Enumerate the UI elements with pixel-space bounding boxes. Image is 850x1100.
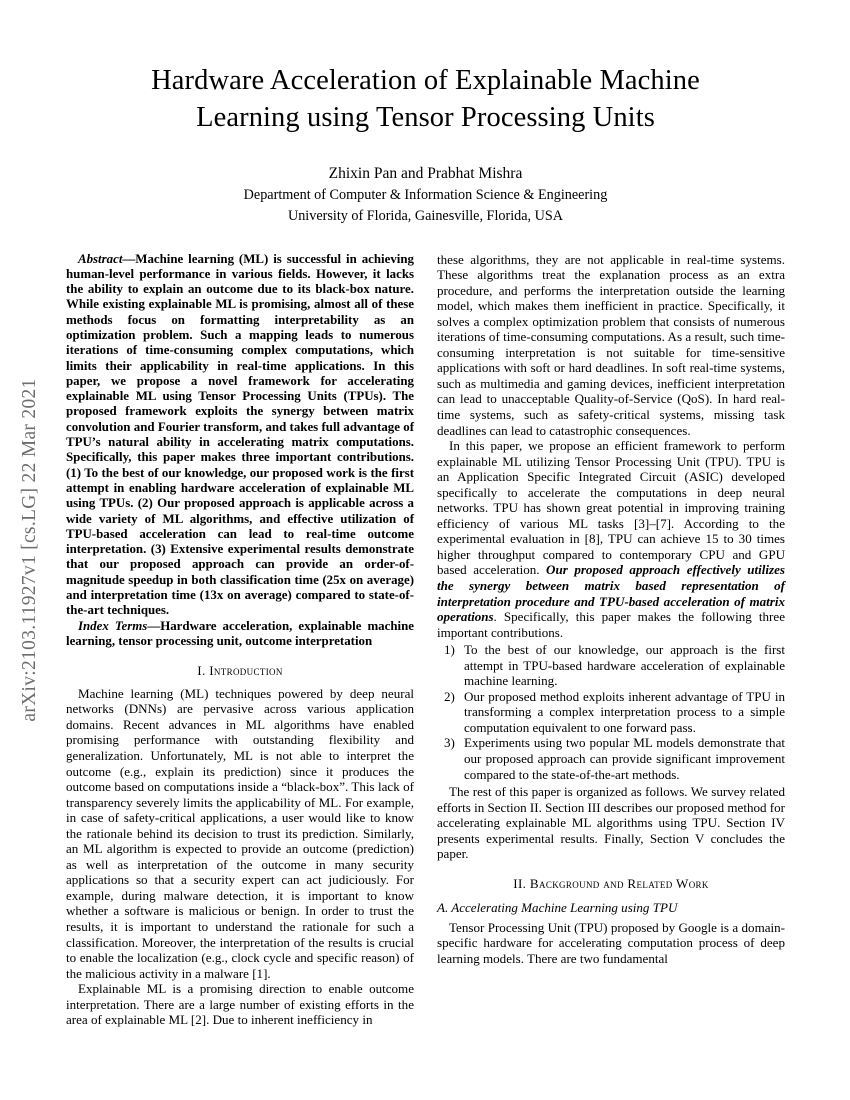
- abstract-label: Abstract: [78, 251, 123, 266]
- intro-p4-emphasis: Our proposed approach effectively utilizes the synergy between matrix based representation of interpretation procedure and TPU-based acceleration of matrix operations: [437, 562, 785, 625]
- list-item: Our proposed method exploits inherent advantage of TPU in transforming a complex interpretation process to a simple computation equivalent to one forward pass.: [464, 688, 785, 735]
- abstract-paragraph: [66, 252, 414, 619]
- page-title: [106, 62, 746, 136]
- abstract-section: [66, 252, 414, 650]
- author-names: Zhixin Pan and Prabhat Mishra: [328, 165, 523, 182]
- two-column-body: [66, 252, 785, 1028]
- author-block: [66, 163, 785, 228]
- index-terms-paragraph: [66, 619, 414, 650]
- author-university: University of Florida, Gainesville, Florida, USA: [287, 208, 564, 224]
- title-line-2: Learning using Tensor Processing Units: [196, 102, 655, 133]
- contribution-list: [437, 642, 785, 782]
- column-right: [437, 252, 785, 967]
- paper-page: [66, 0, 785, 1100]
- intro-paragraph-1: Machine learning (ML) techniques powered by deep neural networks (DNNs) are pervasive across various application domains. Recent advances in ML algorithms have enabled promising performance with outstanding flexibility and generalization. Unfortunately, ML is not able to interpret the outcome (e.g., explain its prediction) since it produces the outcome based on computations inside a “black-box”. This lack of transparency severely limits the applicability of ML. For example, in case of safety-critical applications, a user would like to know the rationale behind its decision to trust its prediction. Similarly, an ML algorithm is expected to provide an outcome (prediction) as well as interpretation of the outcome in many security applications so that a security expert can act judiciously. For example, during malware detection, it is important to know whether a software is malicious or benign. In order to trust the results, it is important to understand the rationale for such a classification. Moreover, the interpretation of the results is crucial to enable the localization (e.g., clock cycle and specific reason) of the malicious activity in a malware [1].: [66, 685, 414, 981]
- column-left: [66, 252, 414, 1028]
- intro-paragraph-4: [437, 438, 785, 640]
- intro-p4-text-a: In this paper, we propose an efficient framework to perform explainable ML utilizing Tensor Processing Unit (TPU). TPU is an Application Specific Integrated Circuit (ASIC) developed specifically to accelerate the computations in deep neural networks. TPU has shown great potential in improving training efficiency of various ML tasks [3]–[7]. According to the experimental evaluation in [8], TPU can achieve 15 to 30 times higher throughput compared to contemporary CPU and GPU based acceleration.: [437, 438, 785, 578]
- title-block: [66, 0, 785, 228]
- intro-paragraph-2: Explainable ML is a promising direction to enable outcome interpretation. There are a large number of existing efforts in the area of explainable ML [2]. Due to inherent inefficiency in: [66, 981, 414, 1028]
- list-item: To the best of our knowledge, our approach is the first attempt in TPU-based hardware acceleration of explainable machine learning.: [464, 642, 785, 689]
- arxiv-stamp-text: arXiv:2103.11927v1 [cs.LG] 22 Mar 2021: [19, 378, 40, 722]
- title-line-1: Hardware Acceleration of Explainable Machine: [151, 65, 700, 96]
- intro-p4-text-b: . Specifically, this paper makes the following three important contributions.: [437, 609, 785, 640]
- arxiv-stamp: [0, 0, 60, 1100]
- background-paragraph-1: Tensor Processing Unit (TPU) proposed by Google is a domain-specific hardware for accelerating computation process of deep learning models. There are two fundamental: [437, 919, 785, 967]
- index-terms-label: Index Terms: [78, 618, 148, 633]
- author-department: Department of Computer & Information Science & Engineering: [243, 186, 608, 203]
- index-terms-dash: —: [147, 618, 161, 633]
- abstract-dash: —: [122, 251, 136, 266]
- intro-paragraph-5: The rest of this paper is organized as follows. We survey related efforts in Section II. Section III describes our proposed method for accelerating explainable ML algorithms using TPU. Section IV presents experimental results. Finally, Section V concludes the paper.: [437, 784, 785, 862]
- list-item: Experiments using two popular ML models demonstrate that our proposed approach can provide significant improvement compared to the state-of-the-art methods.: [464, 735, 785, 782]
- abstract-body: Machine learning (ML) is successful in achieving human-level performance in various fields. However, it lacks the ability to explain an outcome due to its black-box nature. While existing explainable ML is promising, almost all of these methods focus on formatting interpretability as an optimization problem. Such a mapping leads to numerous iterations of time-consuming complex computations, which limits their applicability in real-time applications. In this paper, we propose a novel framework for accelerating explainable ML using Tensor Processing Units (TPUs). The proposed framework exploits the synergy between matrix convolution and Fourier transform, and takes full advantage of TPU’s natural ability in accelerating matrix computations. Specifically, this paper makes three important contributions. (1) To the best of our knowledge, our proposed work is the first attempt in enabling hardware acceleration of explainable ML using TPUs. (2) Our proposed approach is applicable across a wide variety of ML algorithms, and effective utilization of TPU-based acceleration can lead to real-time outcome interpretation. (3) Extensive experimental results demonstrate that our proposed approach can provide an order-of-magnitude speedup in both classification time (25x on average) and interpretation time (13x on average) compared to state-of-the-art techniques.: [66, 251, 414, 618]
- subsection-heading-accelerating-ml: A. Accelerating Machine Learning using TPU: [437, 900, 678, 916]
- section-heading-background: II. Background and Related Work: [513, 875, 709, 891]
- index-terms-body: Hardware acceleration, explainable machine learning, tensor processing unit, outcome interpretation: [66, 618, 414, 648]
- section-heading-introduction: I. Introduction: [197, 663, 283, 679]
- intro-paragraph-3: these algorithms, they are not applicable in real-time systems. These algorithms treat the explanation process as an extra procedure, and performs the interpretation outside the learning model, which makes them inefficient in practice. Specifically, it solves a complex optimization problem that consists of numerous iterations of time-consuming computations. As a result, such time-consuming interpretation is not suitable for time-sensitive applications with soft or hard deadlines. In soft real-time systems, such as multimedia and gaming devices, inefficient interpretation can lead to unacceptable Quality-of-Service (QoS). In hard real-time systems, such as safety-critical systems, missing task deadlines can lead to catastrophic consequences.: [437, 251, 785, 438]
